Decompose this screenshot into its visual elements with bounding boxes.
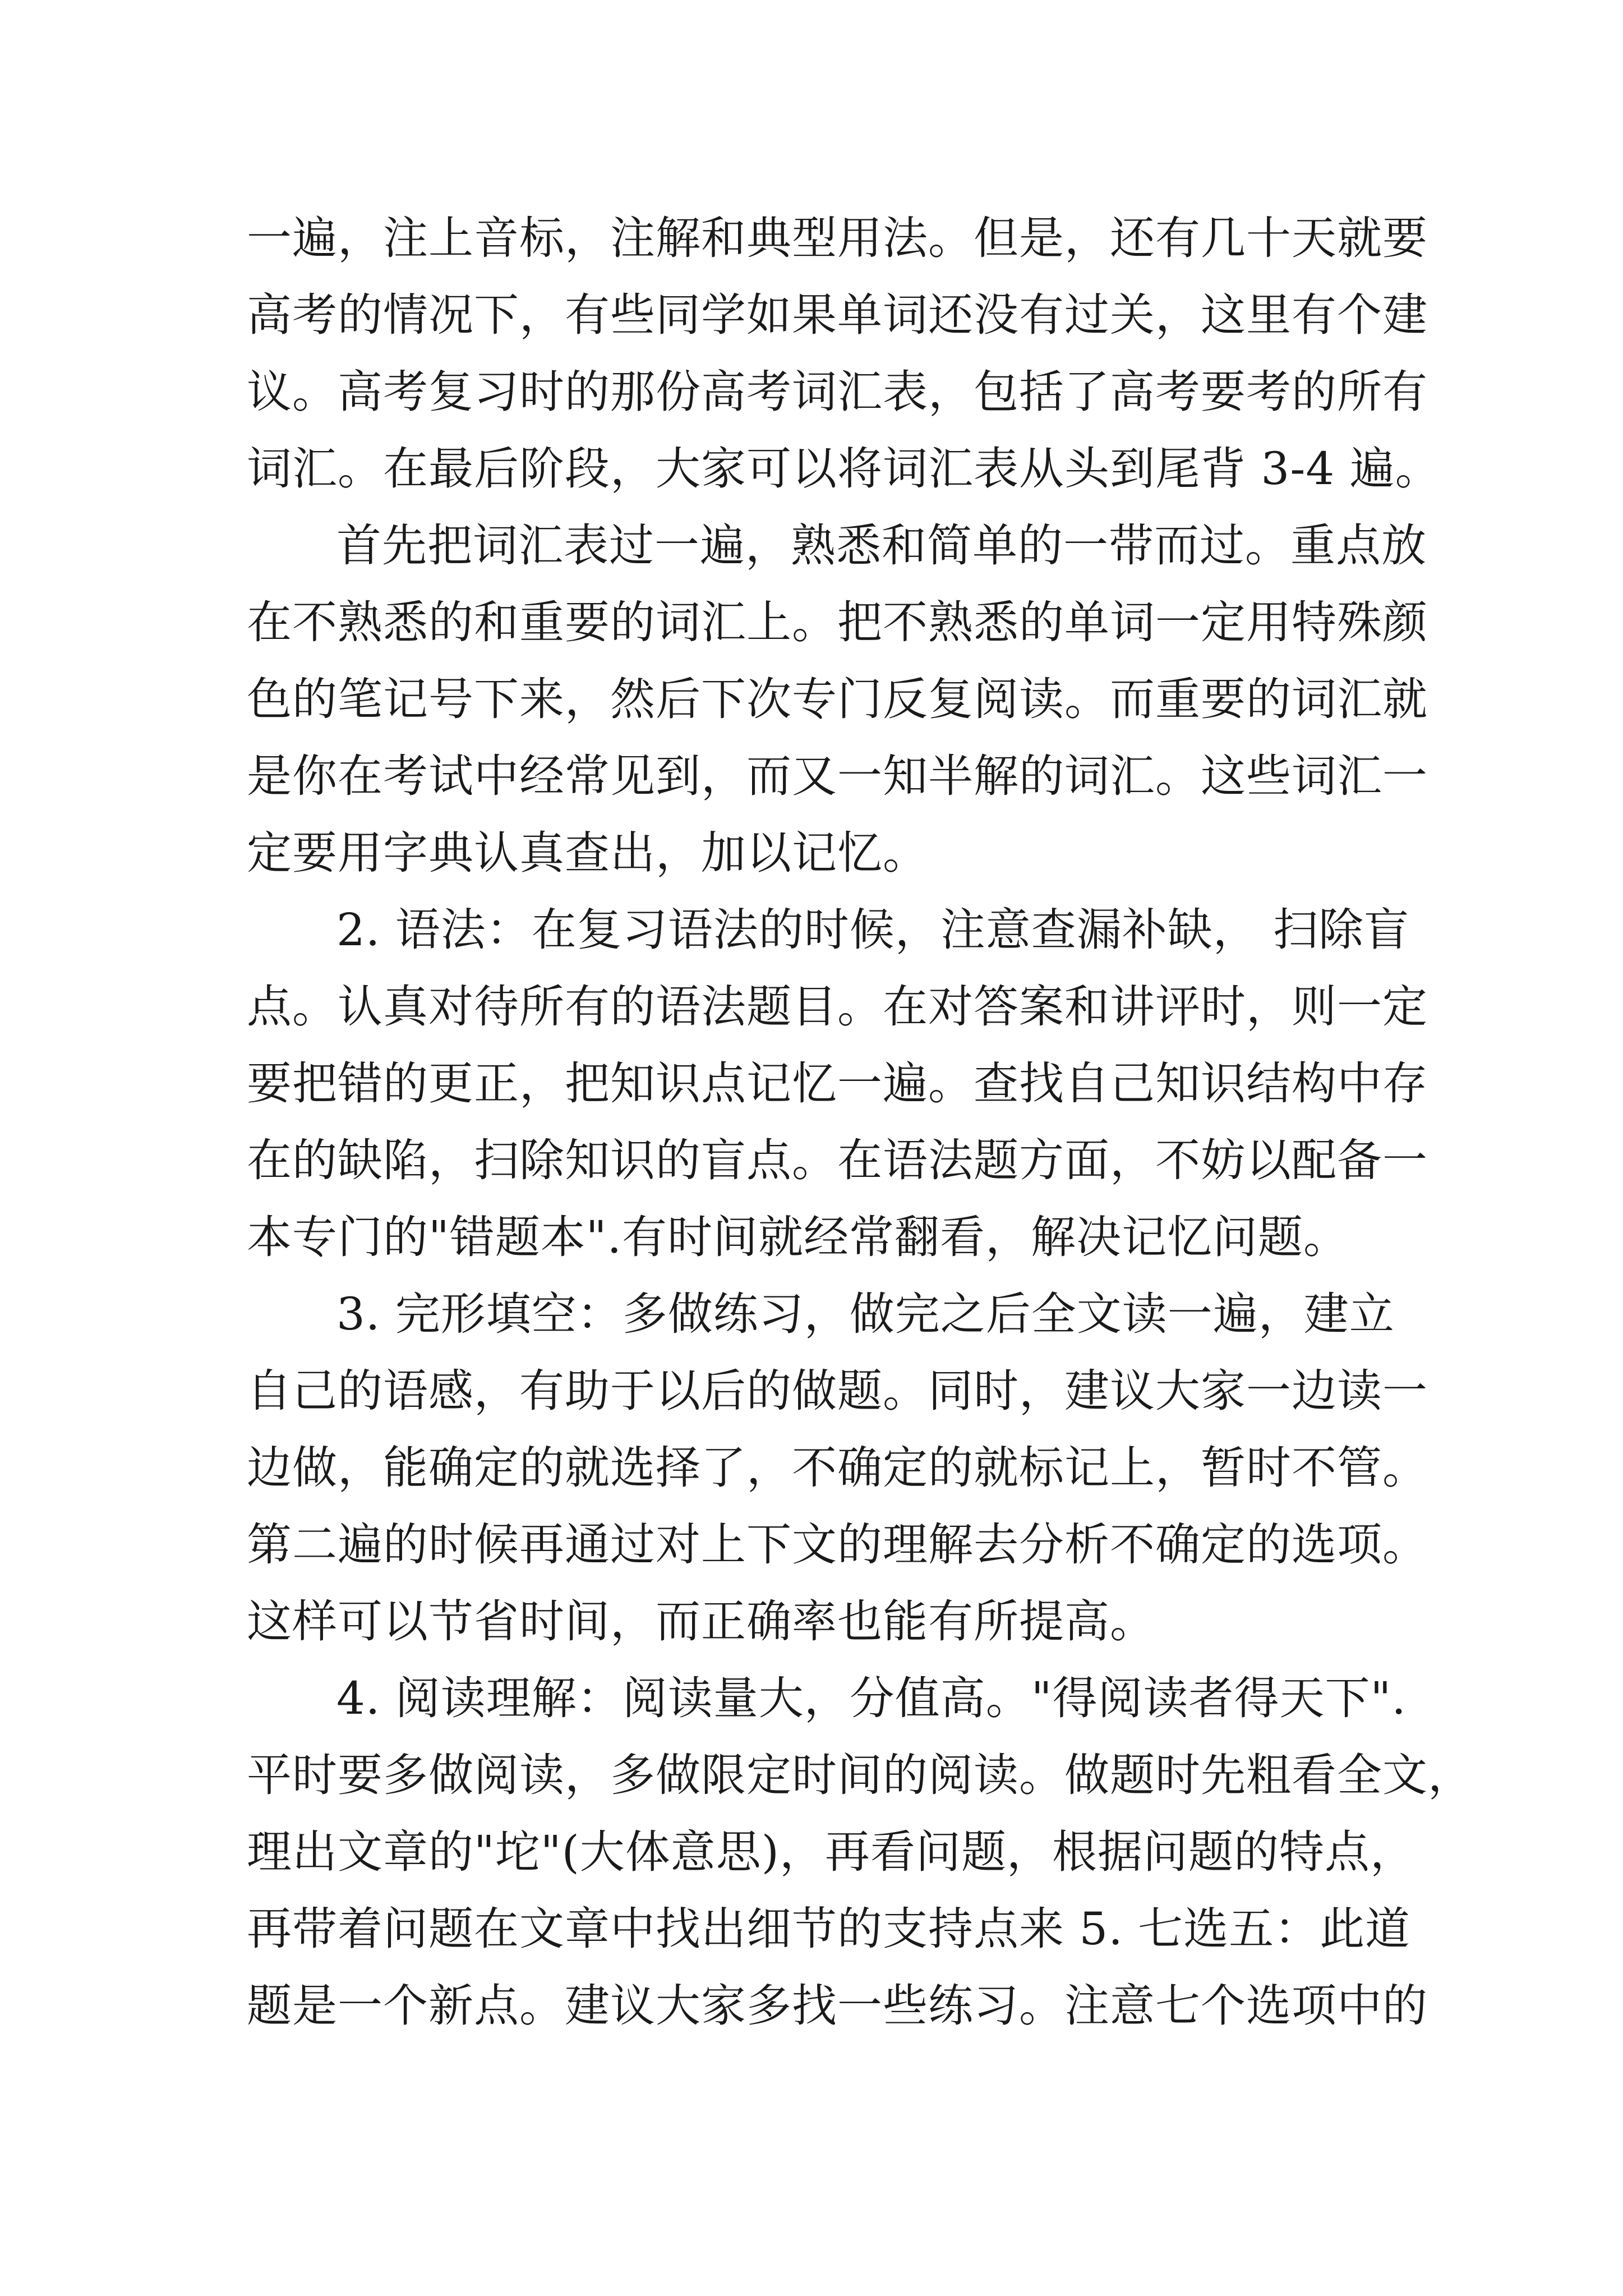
text-line: 词汇。在最后阶段，大家可以将词汇表从头到尾背 3-4 遍。 xyxy=(247,443,1441,495)
text-line: 一遍，注上音标，注解和典型用法。但是，还有几十天就要 xyxy=(247,212,1428,264)
text-line: 色的笔记号下来，然后下次专门反复阅读。而重要的词汇就 xyxy=(247,673,1428,725)
text-line: 在不熟悉的和重要的词汇上。把不熟悉的单词一定用特殊颜 xyxy=(247,596,1428,648)
text-line: 再带着问题在文章中找出细节的支持点来 5. 七选五：此道 xyxy=(247,1903,1411,1955)
text-line: 高考的情况下，有些同学如果单词还没有过关，这里有个建 xyxy=(247,289,1428,341)
text-line: 理出文章的"坨"(大体意思)，再看问题，根据问题的特点， xyxy=(247,1826,1416,1878)
paragraph-first-line: 3. 完形填空：多做练习，做完之后全文读一遍，建立 xyxy=(336,1288,1395,1340)
text-line: 这样可以节省时间，而正确率也能有所提高。 xyxy=(247,1595,1155,1648)
text-line: 要把错的更正，把知识点记忆一遍。查找自己知识结构中存 xyxy=(247,1057,1428,1110)
paragraph-first-line: 4. 阅读理解：阅读量大，分值高。"得阅读者得天下". xyxy=(336,1672,1407,1724)
text-line: 平时要多做阅读，多做限定时间的阅读。做题时先粗看全文， xyxy=(247,1749,1473,1801)
text-line: 自己的语感，有助于以后的做题。同时，建议大家一边读一 xyxy=(247,1365,1428,1417)
text-line: 点。认真对待所有的语法题目。在对答案和讲评时，则一定 xyxy=(247,981,1428,1033)
text-line: 本专门的"错题本".有时间就经常翻看，解决记忆问题。 xyxy=(247,1211,1349,1263)
paragraph-first-line: 2. 语法：在复习语法的时候，注意查漏补缺， 扫除盲 xyxy=(336,904,1410,956)
text-line: 议。高考复习时的那份高考词汇表，包括了高考要考的所有 xyxy=(247,366,1428,418)
text-line: 边做，能确定的就选择了，不确定的就标记上，暂时不管。 xyxy=(247,1442,1428,1494)
text-line: 题是一个新点。建议大家多找一些练习。注意七个选项中的 xyxy=(247,1980,1428,2032)
text-line: 定要用字典认真查出，加以记忆。 xyxy=(247,827,928,879)
text-line: 第二遍的时候再通过对上下文的理解去分析不确定的选项。 xyxy=(247,1519,1428,1571)
text-line: 在的缺陷，扫除知识的盲点。在语法题方面，不妨以配备一 xyxy=(247,1134,1428,1186)
text-line: 是你在考试中经常见到，而又一知半解的词汇。这些词汇一 xyxy=(247,750,1428,802)
paragraph-first-line: 首先把词汇表过一遍，熟悉和简单的一带而过。重点放 xyxy=(336,519,1427,572)
